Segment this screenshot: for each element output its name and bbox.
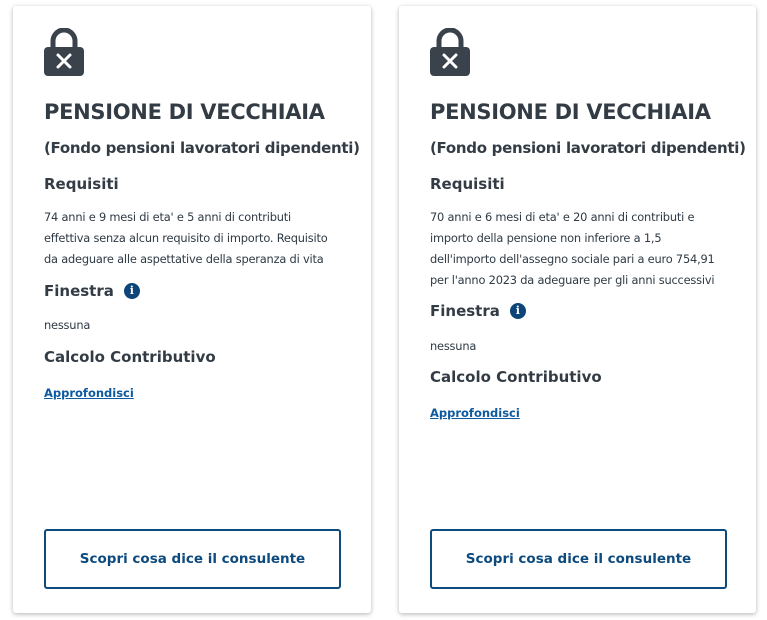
requisiti-line: da adeguare alle aspettative della speranza di vita <box>44 252 324 266</box>
requisiti-line: effettiva senza alcun requisito di importo. Requisito <box>44 231 328 245</box>
approfondisci-link[interactable]: Approfondisci <box>430 406 520 420</box>
calcolo-heading: Calcolo Contributivo <box>430 368 602 386</box>
finestra-value: nessuna <box>430 339 477 353</box>
info-icon[interactable]: i <box>124 283 140 299</box>
requisiti-text <box>44 207 344 270</box>
requisiti-line: importo della pensione non inferiore a 1,5 <box>430 231 662 245</box>
requisiti-heading: Requisiti <box>44 175 119 193</box>
pension-card-1 <box>13 6 371 613</box>
requisiti-text <box>430 207 730 291</box>
requisiti-line: per l'anno 2023 da adeguare per gli anni successivi <box>430 273 715 287</box>
finestra-row <box>430 302 526 320</box>
finestra-value: nessuna <box>44 318 91 332</box>
card-subtitle: (Fondo pensioni lavoratori dipendenti) <box>430 139 746 157</box>
finestra-heading: Finestra <box>44 282 114 300</box>
finestra-row <box>44 282 140 300</box>
requisiti-line: dell'importo dell'assegno sociale pari a euro 754,91 <box>430 252 715 266</box>
card-title: PENSIONE DI VECCHIAIA <box>44 100 325 124</box>
card-title: PENSIONE DI VECCHIAIA <box>430 100 711 124</box>
approfondisci-link[interactable]: Approfondisci <box>44 386 134 400</box>
consulente-button[interactable]: Scopri cosa dice il consulente <box>430 529 727 589</box>
lock-x-icon <box>44 28 84 76</box>
requisiti-line: 70 anni e 6 mesi di eta' e 20 anni di contributi e <box>430 210 695 224</box>
consulente-button[interactable]: Scopri cosa dice il consulente <box>44 529 341 589</box>
calcolo-heading: Calcolo Contributivo <box>44 348 216 366</box>
requisiti-heading: Requisiti <box>430 175 505 193</box>
info-icon[interactable]: i <box>510 303 526 319</box>
card-subtitle: (Fondo pensioni lavoratori dipendenti) <box>44 139 360 157</box>
lock-x-icon <box>430 28 470 76</box>
pension-card-2 <box>399 6 756 613</box>
finestra-heading: Finestra <box>430 302 500 320</box>
requisiti-line: 74 anni e 9 mesi di eta' e 5 anni di contributi <box>44 210 292 224</box>
